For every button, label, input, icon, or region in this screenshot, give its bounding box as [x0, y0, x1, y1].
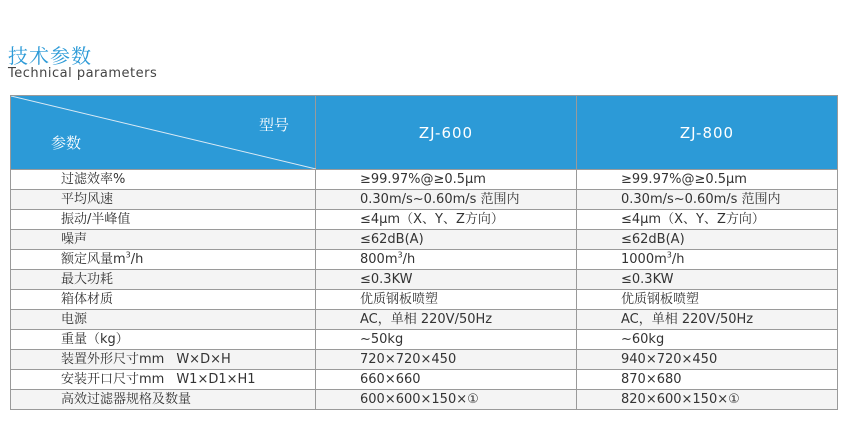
value-cell: 940×720×450 — [577, 350, 838, 370]
value-cell: ~60kg — [577, 330, 838, 350]
value-cell — [577, 250, 838, 270]
value-cell: ≥99.97%@≥0.5μm — [577, 170, 838, 190]
value-cell: ≤0.3KW — [577, 270, 838, 290]
param-cell: 高效过滤器规格及数量 — [11, 390, 316, 410]
table-row — [11, 270, 838, 290]
param-text: /h — [130, 252, 144, 267]
value-cell: 600×600×150×① — [316, 390, 577, 410]
value-cell: ≤62dB(A) — [316, 230, 577, 250]
page-subtitle: Technical parameters — [8, 66, 158, 81]
value-cell: ≤0.3KW — [316, 270, 577, 290]
table-row — [11, 170, 838, 190]
page-title: 技术参数 — [8, 44, 92, 68]
value-cell: ~50kg — [316, 330, 577, 350]
param-text: 安装开口尺寸mm — [61, 372, 165, 387]
superscript: 3 — [666, 250, 672, 260]
tech-params-table — [10, 95, 838, 410]
table-row — [11, 290, 838, 310]
value-text: 800m — [360, 252, 398, 267]
table-row — [11, 350, 838, 370]
param-dimension-label: W×D×H — [176, 352, 231, 367]
param-cell: 振动/半峰值 — [11, 210, 316, 230]
header-corner-cell — [11, 96, 316, 170]
table-row — [11, 330, 838, 350]
table-row — [11, 190, 838, 210]
param-text: 额定风量m — [61, 252, 126, 267]
param-cell — [11, 250, 316, 270]
param-cell: 箱体材质 — [11, 290, 316, 310]
param-cell: 噪声 — [11, 230, 316, 250]
value-cell: 660×660 — [316, 370, 577, 390]
value-cell: ≤4μm（X、Y、Z方向） — [577, 210, 838, 230]
header-model-label: 型号 — [258, 116, 289, 134]
value-cell: 优质钢板喷塑 — [316, 290, 577, 310]
header-model-zj600: ZJ-600 — [316, 96, 577, 170]
table-row — [11, 390, 838, 410]
value-cell: 820×600×150×① — [577, 390, 838, 410]
value-cell: ≤62dB(A) — [577, 230, 838, 250]
value-cell: ≤4μm（X、Y、Z方向） — [316, 210, 577, 230]
value-cell: 优质钢板喷塑 — [577, 290, 838, 310]
param-cell — [11, 350, 316, 370]
value-cell: AC，单相 220V/50Hz — [316, 310, 577, 330]
superscript: 3 — [397, 250, 403, 260]
value-cell: AC，单相 220V/50Hz — [577, 310, 838, 330]
param-cell — [11, 370, 316, 390]
value-cell: 0.30m/s~0.60m/s 范围内 — [316, 190, 577, 210]
header-model-zj800: ZJ-800 — [577, 96, 838, 170]
param-cell: 过滤效率% — [11, 170, 316, 190]
param-cell: 重量（kg） — [11, 330, 316, 350]
value-cell: 720×720×450 — [316, 350, 577, 370]
value-text: /h — [402, 252, 416, 267]
superscript: 3 — [125, 250, 131, 260]
param-cell: 平均风速 — [11, 190, 316, 210]
value-text: 1000m — [621, 252, 667, 267]
value-cell: 870×680 — [577, 370, 838, 390]
table-row — [11, 210, 838, 230]
table-row — [11, 370, 838, 390]
value-cell — [316, 250, 577, 270]
table-header-row — [11, 96, 838, 170]
param-cell: 最大功耗 — [11, 270, 316, 290]
value-text: /h — [671, 252, 685, 267]
header-param-label: 参数 — [51, 134, 82, 152]
value-cell: ≥99.97%@≥0.5μm — [316, 170, 577, 190]
table-row — [11, 250, 838, 270]
param-cell: 电源 — [11, 310, 316, 330]
param-dimension-label: W1×D1×H1 — [176, 372, 256, 387]
param-text: 装置外形尺寸mm — [61, 352, 165, 367]
table-row — [11, 310, 838, 330]
value-cell: 0.30m/s~0.60m/s 范围内 — [577, 190, 838, 210]
table-row — [11, 230, 838, 250]
